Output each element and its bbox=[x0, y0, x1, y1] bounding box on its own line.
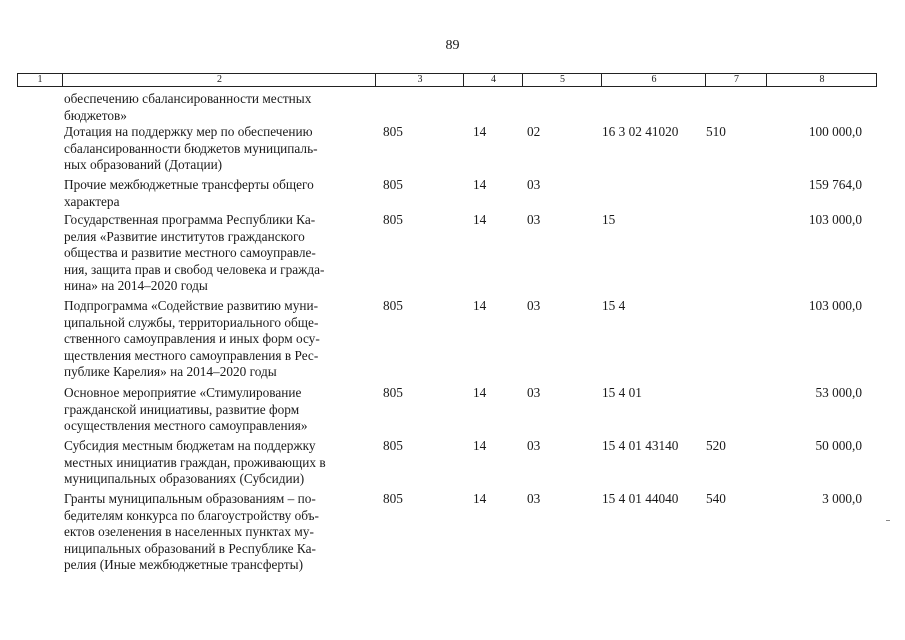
row-ministry-code: 805 bbox=[383, 177, 403, 192]
row-description: Подпрограмма «Содействие развитию муни- ципальной службы, территориального обще- ственного самоуправления и иных форм осу- ществления местного самоуправления в Рес- публике Карелия» на 2014–2020 годы bbox=[64, 298, 320, 379]
row-amount: 103 000,0 bbox=[808, 298, 862, 313]
row-section-code: 14 bbox=[473, 491, 487, 506]
header-col-6: 6 bbox=[601, 74, 706, 86]
row-target-code: 15 4 01 44040 bbox=[602, 491, 679, 506]
row-target-code: 15 4 01 bbox=[602, 385, 642, 400]
row-description: Основное мероприятие «Стимулирование гражданской инициативы, развитие форм осуществления местного самоуправления» bbox=[64, 385, 308, 433]
row-description: Дотация на поддержку мер по обеспечению сбалансированности бюджетов муниципаль- ных образований (Дотации) bbox=[64, 124, 318, 172]
row-section-code: 14 bbox=[473, 385, 487, 400]
row-subsection-code: 03 bbox=[527, 212, 541, 227]
row-section-code: 14 bbox=[473, 212, 487, 227]
table-header bbox=[17, 73, 877, 87]
row-description: Государственная программа Республики Ка- релия «Развитие институтов гражданского общества и развитие местного самоуправле- ния, защита прав и свобод человека и гражда- нина» на 2014–2020 годы bbox=[64, 212, 325, 293]
row-amount: 159 764,0 bbox=[808, 177, 862, 192]
row-description: Субсидия местным бюджетам на поддержку местных инициатив граждан, проживающих в муниципальных образованиях (Субсидии) bbox=[64, 438, 326, 486]
row-section-code: 14 bbox=[473, 298, 487, 313]
row-ministry-code: 805 bbox=[383, 212, 403, 227]
row-target-code: 15 bbox=[602, 212, 616, 227]
row-amount: 103 000,0 bbox=[808, 212, 862, 227]
row-amount: 100 000,0 bbox=[808, 124, 862, 139]
row-subsection-code: 03 bbox=[527, 177, 541, 192]
row-target-code: 16 3 02 41020 bbox=[602, 124, 679, 139]
row-expense-type: 540 bbox=[706, 491, 726, 506]
page-number: 89 bbox=[445, 38, 460, 53]
row-description: Прочие межбюджетные трансферты общего характера bbox=[64, 177, 314, 209]
header-col-2: 2 bbox=[62, 74, 376, 86]
row-amount: 50 000,0 bbox=[815, 438, 862, 453]
row-description: Гранты муниципальным образованиям – по- бедителям конкурса по благоустройству объ- ектов озеленения в населенных пунктах му- ниципальных образований в Республике Ка- релия (Иные межбюджетные трансферты) bbox=[64, 491, 319, 572]
row-subsection-code: 03 bbox=[527, 298, 541, 313]
row-target-code: 15 4 01 43140 bbox=[602, 438, 679, 453]
row-amount: 53 000,0 bbox=[815, 385, 862, 400]
row-amount: 3 000,0 bbox=[822, 491, 862, 506]
header-col-5: 5 bbox=[522, 74, 602, 86]
row-section-code: 14 bbox=[473, 124, 487, 139]
row-ministry-code: 805 bbox=[383, 491, 403, 506]
row-ministry-code: 805 bbox=[383, 298, 403, 313]
row-subsection-code: 03 bbox=[527, 385, 541, 400]
header-col-8: 8 bbox=[766, 74, 877, 86]
row-expense-type: 510 bbox=[706, 124, 726, 139]
row-section-code: 14 bbox=[473, 438, 487, 453]
row-expense-type: 520 bbox=[706, 438, 726, 453]
row-section-code: 14 bbox=[473, 177, 487, 192]
row-subsection-code: 02 bbox=[527, 124, 541, 139]
row-ministry-code: 805 bbox=[383, 124, 403, 139]
row-target-code: 15 4 bbox=[602, 298, 626, 313]
header-col-1: 1 bbox=[37, 74, 43, 85]
row-subsection-code: 03 bbox=[527, 438, 541, 453]
header-col-3: 3 bbox=[375, 74, 464, 86]
scan-mark bbox=[886, 520, 890, 521]
header-col-4: 4 bbox=[463, 74, 523, 86]
header-col-7: 7 bbox=[705, 74, 767, 86]
row-ministry-code: 805 bbox=[383, 438, 403, 453]
row-description: обеспечению сбалансированности местных бюджетов» bbox=[64, 91, 312, 123]
row-subsection-code: 03 bbox=[527, 491, 541, 506]
row-ministry-code: 805 bbox=[383, 385, 403, 400]
